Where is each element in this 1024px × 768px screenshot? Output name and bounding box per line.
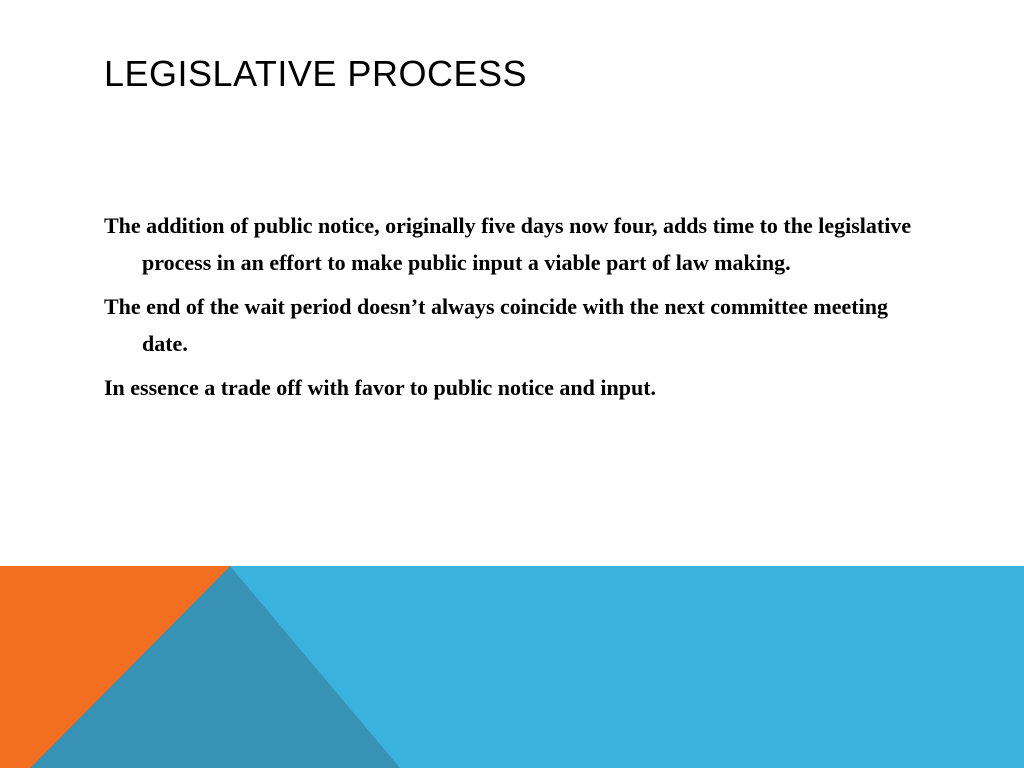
slide-body-list [104,207,934,413]
bullet-trade-off: In essence a trade off with favor to public notice and input. [104,375,657,400]
bullet-wait-period: The end of the wait period doesn’t always coincide with the next committee meeting date. [104,294,888,356]
slide-title: LEGISLATIVE PROCESS [104,53,527,94]
bullet-public-notice: The addition of public notice, originally five days now four, adds time to the legislative process in an effort to make public input a viable part of law making. [104,213,912,275]
decorative-bottom-band [0,566,1024,768]
